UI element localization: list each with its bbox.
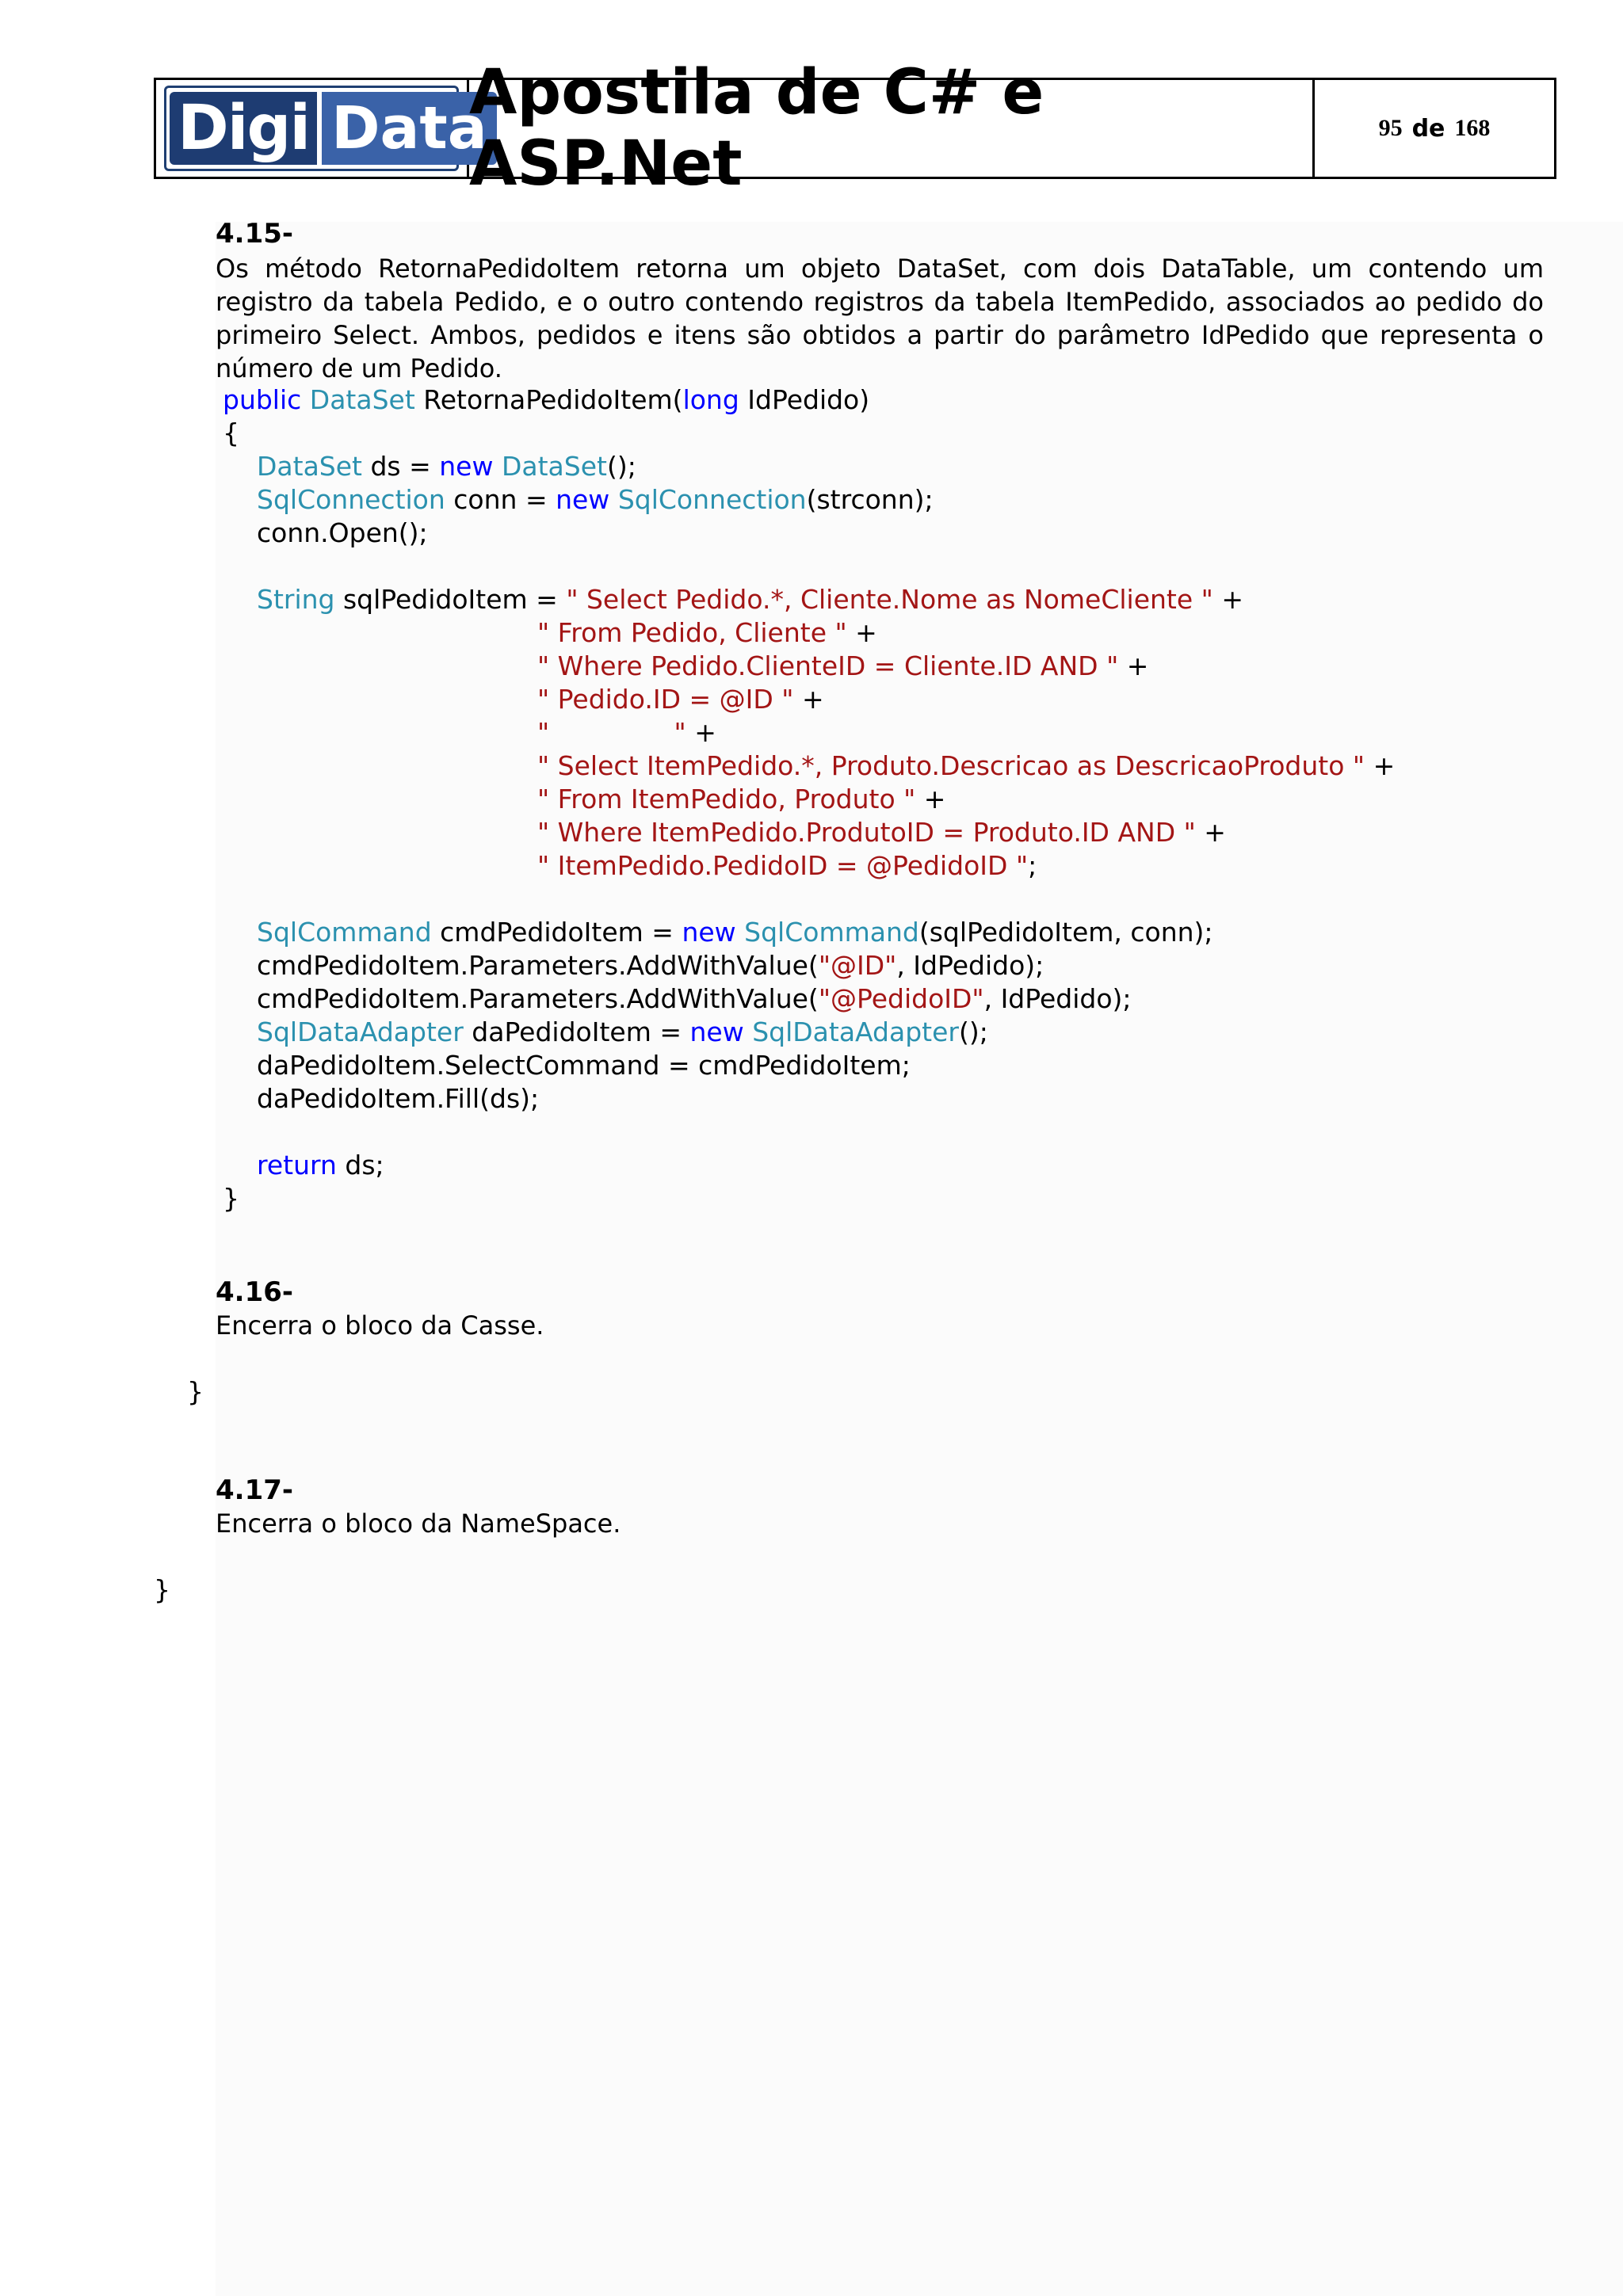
code-token: sqlPedidoItem =: [334, 584, 567, 615]
page-current: 95: [1378, 115, 1403, 141]
class-closing-brace: }: [187, 1376, 204, 1407]
code-token: " Select Pedido.*, Cliente.Nome as NomeCliente ": [566, 584, 1213, 615]
code-line-9: [537, 683, 824, 716]
code-line-16: [257, 949, 1044, 982]
code-token: " ": [537, 717, 686, 748]
code-line-13: [537, 816, 1226, 849]
code-line-21: [257, 1149, 384, 1182]
section-number-4-16: 4.16-: [216, 1276, 293, 1308]
code-token: SqlCommand: [744, 917, 919, 948]
code-line-10: [537, 716, 716, 749]
code-token: (sqlPedidoItem, conn);: [918, 917, 1213, 948]
code-token: SqlDataAdapter: [257, 1016, 464, 1047]
section-number-4-17: 4.17-: [216, 1474, 293, 1506]
digidata-logo: [164, 86, 487, 171]
page-number: [1315, 80, 1554, 177]
code-token: [744, 1016, 753, 1047]
code-token: +: [1212, 584, 1243, 615]
code-token: SqlCommand: [257, 917, 432, 948]
code-token: [609, 484, 618, 515]
code-token: +: [1195, 817, 1226, 848]
code-token: return: [257, 1150, 337, 1180]
code-token: ;: [1028, 850, 1037, 881]
code-token: +: [1365, 750, 1396, 781]
code-line-20: daPedidoItem.Fill(ds);: [257, 1083, 540, 1114]
code-token: " Pedido.ID = @ID ": [537, 684, 794, 715]
section-4-15-text: Os método RetornaPedidoItem retorna um objeto DataSet, com dois DataTable, um contendo um registro da tabela Pedido, e o outro contendo registros da tabela ItemPedido, associados ao pedido do primeiro Select. Ambos, pedidos e itens são obtidos a partir do parâmetro IdPedido que representa o número de um Pedido.: [216, 254, 1544, 383]
code-line-1: [223, 383, 869, 417]
code-token: [736, 917, 745, 948]
page-separator: de: [1411, 114, 1445, 143]
code-token: new: [689, 1016, 744, 1047]
code-token: "@ID": [818, 950, 897, 981]
code-token: (strconn);: [806, 484, 934, 515]
code-line-6: [257, 583, 1243, 616]
code-token: cmdPedidoItem =: [431, 917, 682, 948]
code-token: SqlDataAdapter: [752, 1016, 959, 1047]
code-token: public: [223, 384, 302, 415]
code-token: +: [846, 617, 877, 648]
code-token: SqlConnection: [257, 484, 445, 515]
code-token: daPedidoItem =: [463, 1016, 690, 1047]
code-token: cmdPedidoItem.Parameters.AddWithValue(: [257, 983, 819, 1014]
code-line-14: [537, 849, 1037, 883]
code-token: " Select ItemPedido.*, Produto.Descricao as DescricaoProduto ": [537, 750, 1365, 781]
code-token: SqlConnection: [617, 484, 807, 515]
code-token: [493, 451, 502, 482]
code-token: RetornaPedidoItem(: [414, 384, 683, 415]
code-token: " ItemPedido.PedidoID = @PedidoID ": [537, 850, 1029, 881]
code-token: cmdPedidoItem.Parameters.AddWithValue(: [257, 950, 819, 981]
code-token: conn =: [445, 484, 556, 515]
document-title: Apostila de C# e ASP.Net: [469, 80, 1315, 177]
code-token: " Where ItemPedido.ProdutoID = Produto.ID AND ": [537, 817, 1196, 848]
code-token: " From ItemPedido, Produto ": [537, 784, 916, 814]
code-line-5: conn.Open();: [257, 517, 428, 548]
code-line-12: [537, 783, 945, 816]
section-4-16-text: Encerra o bloco da Casse.: [216, 1310, 544, 1341]
code-token: +: [915, 784, 946, 814]
code-token: ();: [958, 1016, 988, 1047]
code-line-3: [257, 450, 636, 483]
code-token: , IdPedido);: [983, 983, 1132, 1014]
code-token: long: [682, 384, 739, 415]
code-token: +: [1118, 650, 1149, 681]
code-line-17: [257, 982, 1132, 1016]
page-total: 168: [1454, 115, 1491, 141]
code-token: +: [685, 717, 716, 748]
section-number-4-15: 4.15-: [216, 218, 293, 250]
code-line-7: [537, 616, 877, 650]
code-line-4: [257, 483, 934, 517]
code-token: DataSet: [501, 451, 607, 482]
code-token: [301, 384, 310, 415]
code-token: +: [793, 684, 824, 715]
code-token: , IdPedido);: [896, 950, 1044, 981]
code-line-11: [537, 749, 1395, 783]
code-line-19: daPedidoItem.SelectCommand = cmdPedidoItem;: [257, 1050, 911, 1081]
code-token: String: [257, 584, 335, 615]
page-header: [154, 57, 1556, 200]
code-token: new: [682, 917, 736, 948]
code-line-18: [257, 1016, 988, 1049]
logo-data: Data: [322, 92, 497, 165]
code-line-22: }: [223, 1183, 239, 1214]
code-token: ds;: [336, 1150, 384, 1180]
code-token: DataSet: [309, 384, 415, 415]
namespace-closing-brace: }: [154, 1574, 170, 1605]
code-line-15: [257, 916, 1213, 949]
code-token: "@PedidoID": [818, 983, 984, 1014]
code-line-8: [537, 650, 1148, 683]
logo-digi: Digi: [170, 92, 317, 165]
code-token: ();: [606, 451, 636, 482]
code-token: ds =: [361, 451, 440, 482]
code-token: DataSet: [257, 451, 362, 482]
code-token: " From Pedido, Cliente ": [537, 617, 847, 648]
code-token: " Where Pedido.ClienteID = Cliente.ID AND ": [537, 650, 1119, 681]
code-token: new: [556, 484, 610, 515]
code-line-2: {: [223, 418, 239, 448]
logo-cell: [156, 80, 487, 177]
code-token: IdPedido): [739, 384, 870, 415]
code-token: new: [439, 451, 494, 482]
section-4-17-text: Encerra o bloco da NameSpace.: [216, 1508, 621, 1539]
